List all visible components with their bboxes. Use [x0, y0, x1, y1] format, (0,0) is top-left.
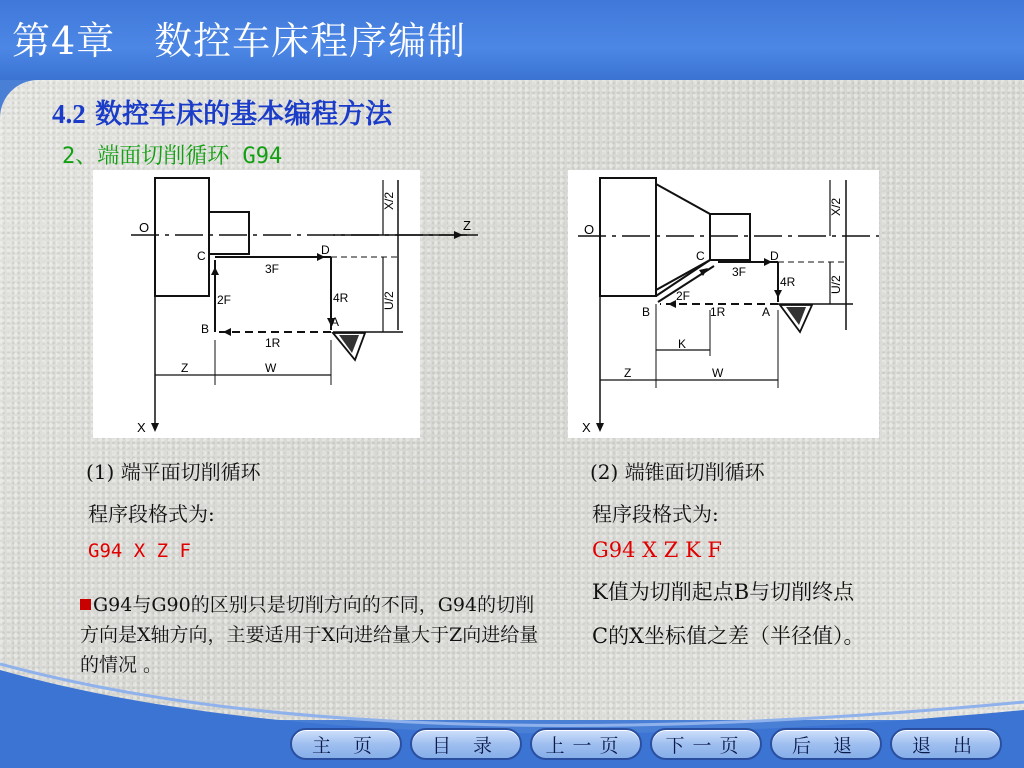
- k-note-line1: K值为切削起点B与切削终点: [592, 580, 855, 604]
- section-heading-text: 数控车床的基本编程方法: [85, 99, 393, 130]
- diagram-left-label: B: [201, 322, 210, 336]
- diagram-right-label: W: [712, 366, 724, 380]
- diagram-right-label: O: [584, 222, 595, 237]
- diagram-left-label: W: [265, 361, 277, 375]
- right-format-code: G94 X Z K F: [592, 538, 722, 562]
- home-button[interactable]: 主 页: [290, 728, 402, 760]
- left-format-label: 程序段格式为:: [88, 502, 215, 526]
- diagram-left-label: X/2: [382, 191, 396, 210]
- diagram-right-label: X/2: [829, 197, 843, 216]
- end-face-cycle-diagram: [93, 170, 471, 438]
- diagram-right-label: 1R: [710, 305, 726, 319]
- diagram-left-label: 1R: [265, 336, 281, 350]
- section-heading: [52, 92, 392, 131]
- diagram-left-label: 4R: [333, 291, 349, 305]
- diagram-right-label: Z: [624, 366, 632, 380]
- section-number: 4.2: [52, 99, 86, 129]
- taper-face-cycle-diagram: [568, 170, 879, 438]
- right-caption: (2) 端锥面切削循环: [590, 460, 765, 484]
- bullet-square-icon: [80, 599, 91, 610]
- diagram-left-label: D: [321, 243, 330, 257]
- diagram-right-label: B: [642, 305, 651, 319]
- contents-button[interactable]: 目 录: [410, 728, 522, 760]
- nav-bar: [290, 728, 1002, 760]
- next-page-button[interactable]: 下一页: [650, 728, 762, 760]
- diagram-left-label: U/2: [382, 291, 396, 310]
- note-text: G94与G90的区别只是切削方向的不同，G94的切削方向是X轴方向，主要适用于X向进给量大于Z向进给量的情况 。: [80, 594, 539, 676]
- diagram-left-label: 2F: [217, 293, 232, 307]
- diagram-right-label: D: [770, 249, 779, 263]
- k-note-line2: C的X坐标值之差（半径值）。: [592, 624, 865, 648]
- diagram-left-label: X: [137, 420, 146, 435]
- subsection-title: 2、端面切削循环 G94: [62, 144, 283, 169]
- back-button[interactable]: 后 退: [770, 728, 882, 760]
- diagram-left-label: C: [197, 249, 206, 263]
- diagram-right-label: 3F: [732, 265, 747, 279]
- g94-g90-note: [80, 590, 550, 680]
- diagram-left-label: A: [331, 315, 340, 329]
- diagram-left-label: Z: [181, 361, 189, 375]
- diagram-right-label: 2F: [676, 289, 691, 303]
- diagram-right-label: K: [678, 337, 687, 351]
- right-format-label: 程序段格式为:: [592, 502, 719, 526]
- left-format-code: G94 X Z F: [88, 540, 191, 562]
- diagram-right-label: A: [762, 305, 771, 319]
- diagram-right-label: C: [696, 249, 705, 263]
- diagram-right-label: X: [582, 420, 591, 435]
- title-bar: [0, 0, 1024, 80]
- diagram-right-label: 4R: [780, 275, 796, 289]
- diagram-left-label: Z: [463, 218, 471, 233]
- left-caption: (1) 端平面切削循环: [86, 460, 261, 484]
- diagram-left-label: 3F: [265, 262, 280, 276]
- diagram-left-label: O: [139, 220, 150, 235]
- previous-page-button[interactable]: 上一页: [530, 728, 642, 760]
- diagram-right-label: U/2: [829, 275, 843, 294]
- page-title: 第4章 数控车床程序编制: [12, 19, 467, 63]
- exit-button[interactable]: 退 出: [890, 728, 1002, 760]
